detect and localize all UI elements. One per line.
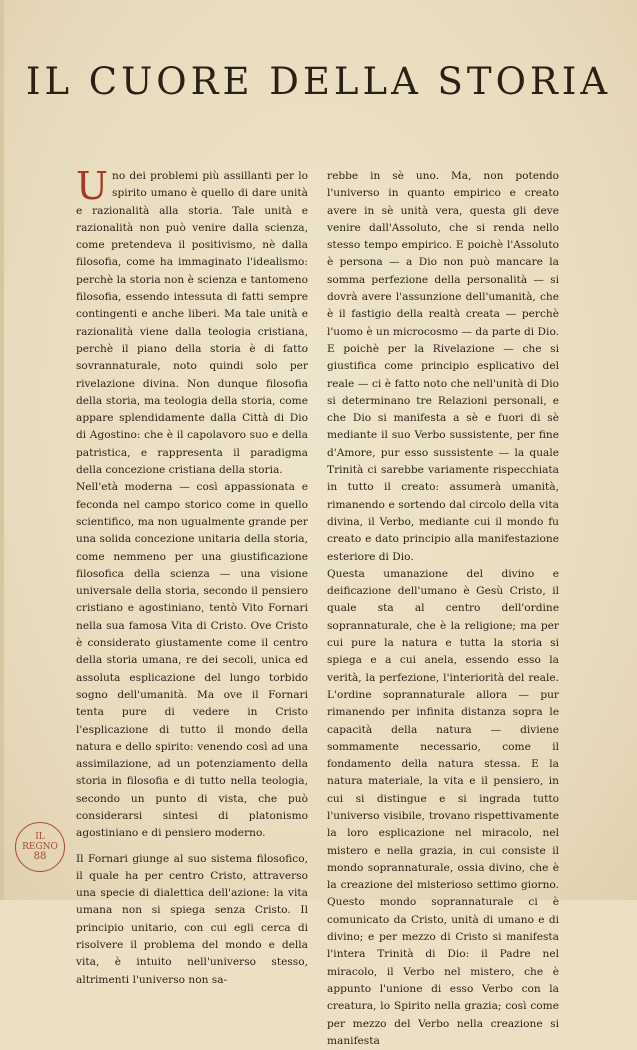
paragraph-5: Questa umanazione del divino e deificazione dell'umano è Gesù Cristo, il quale sta al centro dell'ordine soprannaturale, che è la religione; ma per cui pure la natura e tutta la storia si spiega e a cui anela, essendo esso la verità, la perfezione, l'interiorità del reale. L'ordine soprannaturale allora — pur rimanendo per infinita distanza sopra le capacità della natura — diviene sommamente necessario, come il fondamento della natura stessa. E la natura materiale, la vita e il pensiero, in cui si distingue e si ingrada tutto l'universo visibile, trovano rispettivamente la loro esplicazione nel miracolo, nel mistero e nella grazia, in cui consiste il mondo soprannaturale, ossia divino, che è la creazione del misterioso settimo giorno. Questo mondo soprannaturale ci è comunicato da Cristo, unità di umano e di divino; e per mezzo di Cristo si manifesta l'intera Trinità di Dio: il Padre nel miracolo, il Verbo nel mistero, che è appunto l'unione di esso Verbo con la creatura, lo Spirito nella grazia; così come per mezzo del Verbo nella creazione si manifesta <box>327 567 559 1047</box>
stamp-line-1: IL <box>35 832 45 842</box>
paragraph-2: Nell'età moderna — così appassionata e feconda nel campo storico come in quello scientifico, ma non ugualmente grande per una solida concezione unitaria della storia, come nemmeno per una giustificazione filosofica della scienza — una visione universale della storia, secondo il pensiero cristiano e agostiniano, tentò Vito Fornari nella sua famosa Vita di Cristo. Ove Cristo è considerato giustamente come il centro della storia umana, re dei secoli, unica ed assoluta esplicazione del lungo torbido sogno dell'umanità. Ma ove il Fornari tenta pure di vedere in Cristo l'esplicazione di tutto il mondo della natura e dello spirito: venendo così ad una assimilazione, ad un potenziamento della storia in filosofia e di tutto nella teologia, secondo un punto di vista, che può considerarsi sintesi di platonismo agostiniano e di pensiero moderno. <box>76 481 308 840</box>
paragraph-4: rebbe in sè uno. Ma, non potendo l'universo in quanto empirico e creato avere in sè unità vera, questa gli deve venire dall'Assoluto, che si renda nello stesso tempo empirico. E poichè l'Assoluto è persona — a Dio non può mancare la somma perfezione della personalità — si dovrà avere l'assunzione dell'umanità, che è il fastigio della realtà creata — perchè l'uomo è un microcosmo — da parte di Dio. E poichè per la Rivelazione — che si giustifica come principio esplicativo del reale — ci è fatto noto che nell'unità di Dio si determinano tre Relazioni personali, e che Dio si manifesta a sè e fuori di sè mediante il suo Verbo sussistente, per fine d'Amore, pur esso sussistente — la quale Trinità ci sarebbe variamente rispecchiata in tutto il creato: assumerà umanità, rimanendo e sortendo dal circolo della vita divina, il Verbo, mediante cui il mondo fu creato e dato principio alla manifestazione esteriore di Dio. <box>327 170 559 563</box>
page-edge <box>0 0 4 900</box>
right-column <box>327 168 559 1050</box>
left-column <box>76 164 308 989</box>
drop-cap: U <box>76 164 109 208</box>
regno-stamp <box>15 822 65 872</box>
stamp-line-2: REGNO <box>22 842 58 852</box>
paragraph-1 <box>76 164 308 479</box>
paragraph-3: Il Fornari giunge al suo sistema filosofico, il quale ha per centro Cristo, attraverso una specie di dialettica dell'azione: la vita umana non si spiega senza Cristo. Il principio unitario, con cui egli cerca di risolvere il problema del mondo e della vita, è intuito nell'universo stesso, altrimenti l'universo non sa- <box>76 852 308 986</box>
paragraph-1-text: no dei problemi più assillanti per lo spirito umano è quello di dare unità e razionalità alla storia. Tale unità e razionalità non può venire dalla scienza, come pretendeva il positivismo, nè dalla filosofia, come ha immaginato l'idealismo: perchè la storia non è scienza e tantomeno filosofia, essendo intessuta di fatti sempre contingenti e anche liberi. Ma tale unità e razionalità viene dalla teologia cristiana, perchè il piano della storia è di fatto sovrannaturale, noto quindi solo per rivelazione divina. Non dunque filosofia della storia, ma teologia della storia, come appare splendidamente dalla Città di Dio di Agostino: che è il capolavoro suo e della patristica, e rappresenta il paradigma della concezione cristiana della storia. <box>76 170 308 477</box>
stamp-number: 88 <box>33 851 47 862</box>
article-title: IL CUORE DELLA STORIA <box>25 60 612 103</box>
